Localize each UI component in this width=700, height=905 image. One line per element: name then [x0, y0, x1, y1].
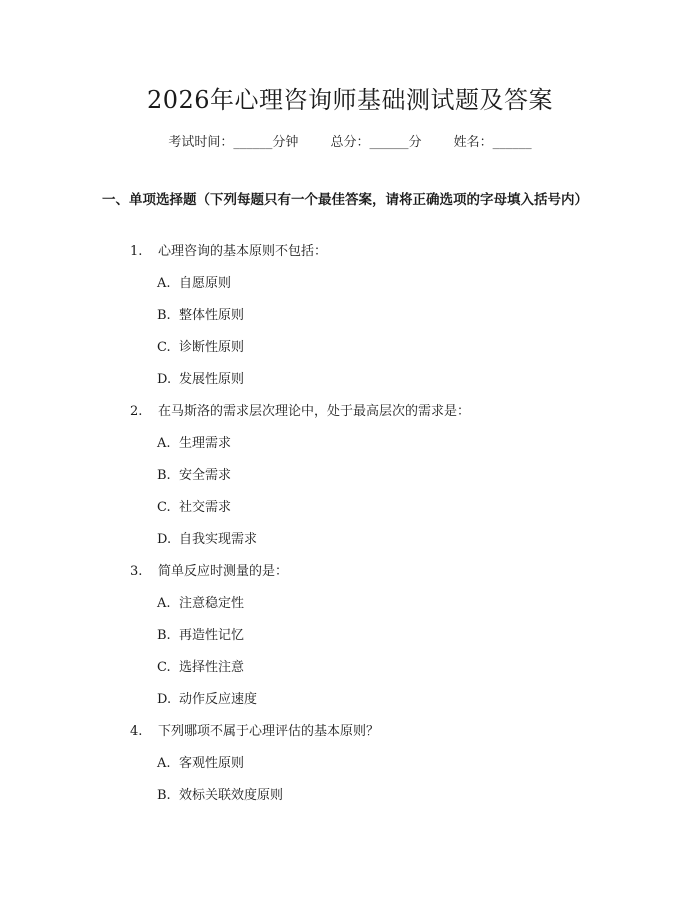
question-number: 1.	[130, 244, 143, 259]
option-letter: D.	[157, 692, 172, 707]
option-text: 安全需求	[179, 468, 232, 483]
question-4	[130, 723, 379, 741]
option-text: 自我实现需求	[179, 532, 258, 547]
option-text: 选择性注意	[179, 660, 245, 675]
option-text: 再造性记忆	[179, 628, 245, 643]
option-2b	[157, 467, 231, 485]
question-text: 心理咨询的基本原则不包括：	[158, 244, 328, 259]
question-text: 简单反应时测量的是：	[158, 564, 289, 579]
question-1	[130, 243, 327, 261]
option-text: 动作反应速度	[179, 692, 258, 707]
option-letter: A.	[157, 596, 171, 611]
option-text: 注意稳定性	[179, 596, 245, 611]
question-number: 2.	[130, 404, 143, 419]
option-letter: B.	[157, 628, 171, 643]
option-letter: C.	[157, 500, 171, 515]
exam-time-field: 考试时间：______分钟	[168, 135, 299, 150]
option-text: 整体性原则	[179, 308, 245, 323]
option-3c	[157, 659, 244, 677]
option-letter: A.	[157, 276, 171, 291]
option-1c	[157, 339, 244, 357]
question-number: 4.	[130, 724, 143, 739]
option-text: 诊断性原则	[179, 340, 245, 355]
option-2c	[157, 499, 231, 517]
option-letter: B.	[157, 468, 171, 483]
option-letter: D.	[157, 372, 172, 387]
option-4b	[157, 787, 283, 805]
option-1b	[157, 307, 244, 325]
option-1d	[157, 371, 244, 389]
question-text: 在马斯洛的需求层次理论中，处于最高层次的需求是：	[158, 404, 471, 419]
option-text: 客观性原则	[179, 756, 245, 771]
question-2	[130, 403, 470, 421]
option-text: 社交需求	[179, 500, 232, 515]
option-2d	[157, 531, 257, 549]
option-letter: C.	[157, 340, 171, 355]
option-4a	[157, 755, 244, 773]
option-text: 发展性原则	[179, 372, 245, 387]
option-letter: D.	[157, 532, 172, 547]
option-letter: A.	[157, 436, 171, 451]
option-text: 效标关联效度原则	[179, 788, 284, 803]
option-letter: B.	[157, 308, 171, 323]
question-number: 3.	[130, 564, 143, 579]
option-3d	[157, 691, 257, 709]
page-title: 2026年心理咨询师基础测试题及答案	[146, 86, 554, 114]
option-text: 生理需求	[179, 436, 232, 451]
option-1a	[157, 275, 231, 293]
option-letter: C.	[157, 660, 171, 675]
exam-meta	[0, 131, 700, 150]
total-score-field: 总分：______分	[330, 135, 422, 150]
question-text: 下列哪项不属于心理评估的基本原则？	[158, 724, 380, 739]
option-text: 自愿原则	[179, 276, 232, 291]
option-2a	[157, 435, 231, 453]
option-letter: B.	[157, 788, 171, 803]
question-3	[130, 563, 288, 581]
name-field: 姓名：______	[453, 135, 532, 150]
option-3b	[157, 627, 244, 645]
section-heading: 一、单项选择题（下列每题只有一个最佳答案，请将正确选项的字母填入括号内）	[102, 192, 588, 208]
option-3a	[157, 595, 244, 613]
option-letter: A.	[157, 756, 171, 771]
